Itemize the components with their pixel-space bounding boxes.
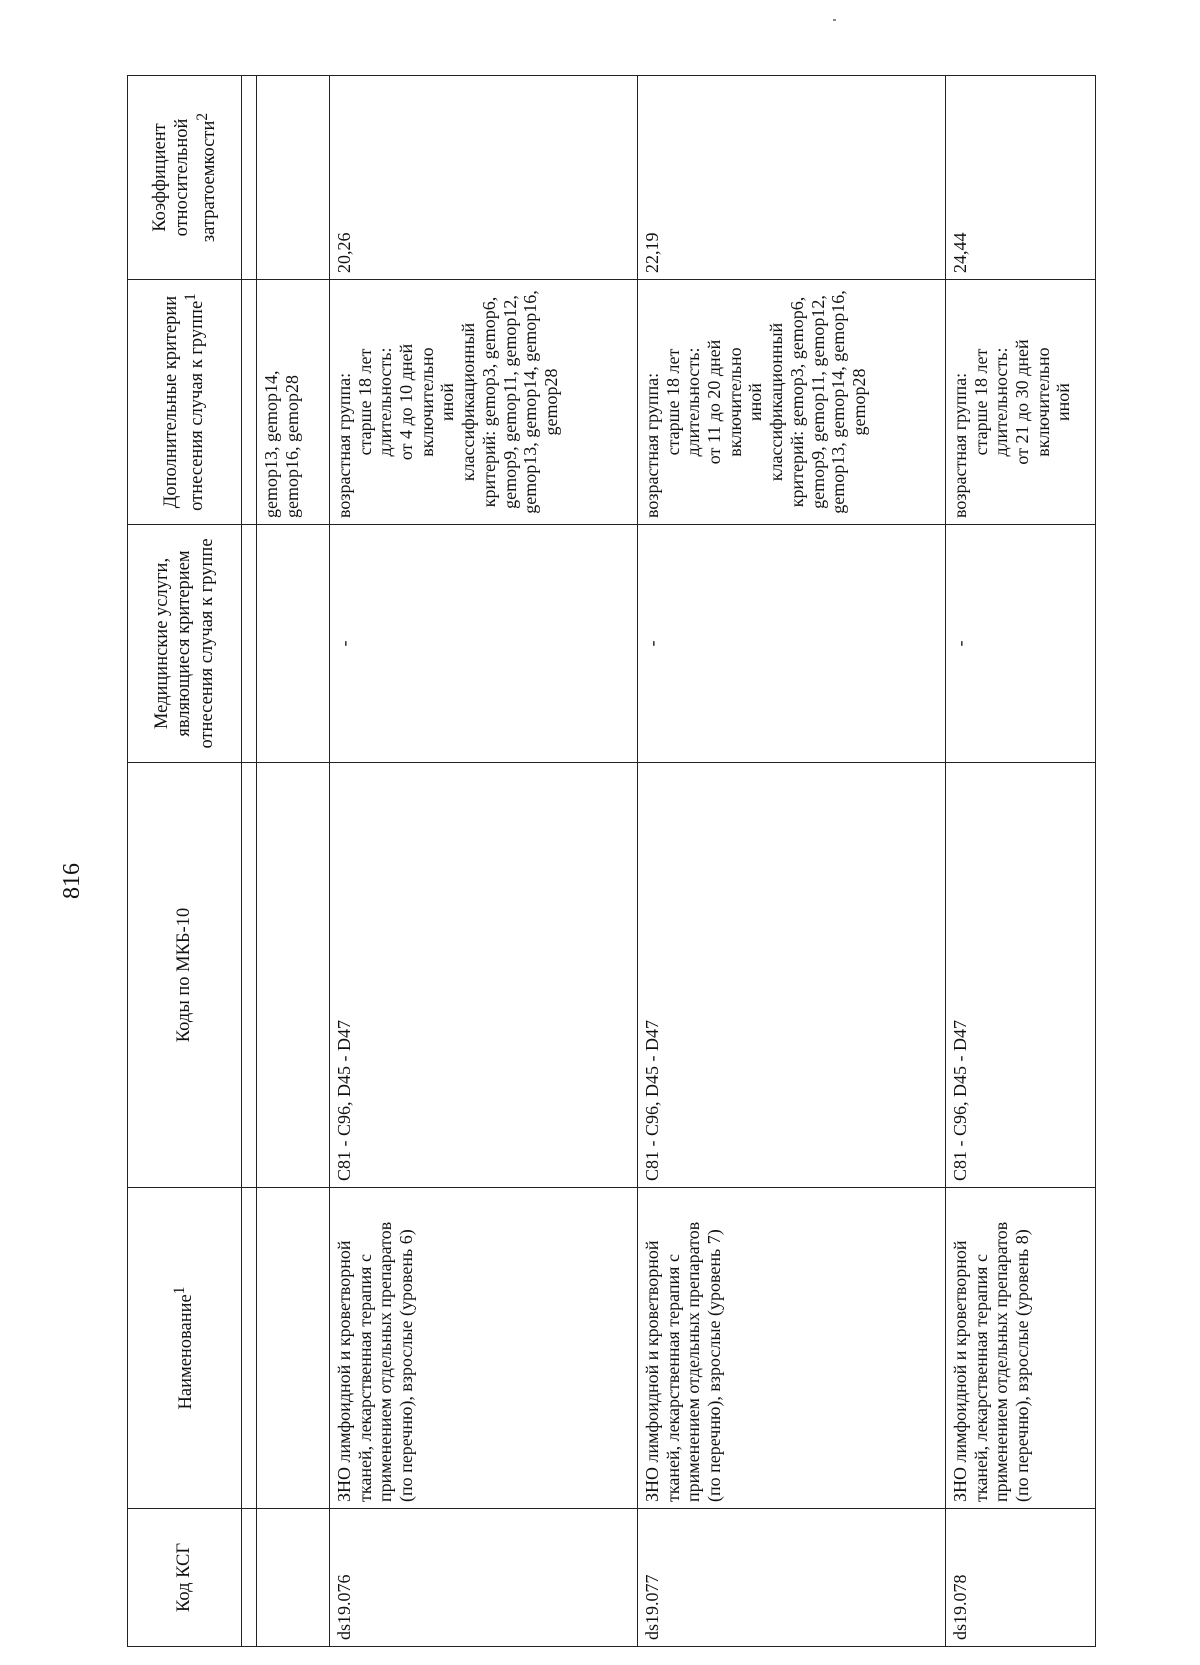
additional-criteria: возрастная группа: старше 18 лет длительность: от 4 до 10 дней включительно иной классификационный критерий: gemop3, gemop6, gemop9, gemop11, gemop12, gemop13, gemop14, gemop16, gemop28: [330, 280, 638, 525]
ksg-name: ЗНО лимфоидной и кроветворной тканей, лекарственная терапия с применением отдельных препаратов (по перечню), взрослые (уровень 7): [638, 1188, 946, 1509]
mkb-codes: C81 - C96, D45 - D47: [946, 763, 1096, 1188]
page-number: 816: [59, 863, 85, 899]
mkb-codes: C81 - C96, D45 - D47: [330, 763, 638, 1188]
medical-services: -: [638, 525, 946, 763]
table-header-row: [128, 76, 242, 1647]
table-row: [330, 76, 638, 1647]
continuation-criteria: gemop13, gemop14, gemop16, gemop28: [257, 280, 330, 525]
ksg-code: ds19.078: [946, 1509, 1096, 1647]
scan-speck: [833, 19, 836, 21]
header-criteria: Дополнительные критерии отнесения случая к группе$^1$: [128, 280, 242, 525]
coefficient-value: 20,26: [330, 76, 638, 280]
header-coefficient: Коэффициент относительной затратоемкости$^2$: [128, 76, 242, 280]
medical-services: -: [946, 525, 1096, 763]
ksg-table: [127, 75, 1096, 1647]
ksg-table-sheet: [127, 76, 1095, 1647]
header-name: Наименование$^1$: [128, 1188, 242, 1509]
header-mkb: Коды по МКБ-10: [128, 763, 242, 1188]
table-spacer-row: [242, 76, 257, 1647]
table-row-continuation: [257, 76, 330, 1647]
table-row: [638, 76, 946, 1647]
ksg-name: ЗНО лимфоидной и кроветворной тканей, лекарственная терапия с применением отдельных препаратов (по перечню), взрослые (уровень 8): [946, 1188, 1096, 1509]
header-services: Медицинские услуги, являющиеся критерием отнесения случая к группе: [128, 525, 242, 763]
coefficient-value: 22,19: [638, 76, 946, 280]
ksg-code: ds19.076: [330, 1509, 638, 1647]
ksg-code: ds19.077: [638, 1509, 946, 1647]
medical-services: -: [330, 525, 638, 763]
table-row: [946, 76, 1096, 1647]
mkb-codes: C81 - C96, D45 - D47: [638, 763, 946, 1188]
additional-criteria: возрастная группа: старше 18 лет длительность: от 11 до 20 дней включительно иной классификационный критерий: gemop3, gemop6, gemop9, gemop11, gemop12, gemop13, gemop14, gemop16, gemop28: [638, 280, 946, 525]
additional-criteria: возрастная группа: старше 18 лет длительность: от 21 до 30 дней включительно иной: [946, 280, 1096, 525]
ksg-name: ЗНО лимфоидной и кроветворной тканей, лекарственная терапия с применением отдельных препаратов (по перечню), взрослые (уровень 6): [330, 1188, 638, 1509]
coefficient-value: 24,44: [946, 76, 1096, 280]
header-code: Код КСГ: [128, 1509, 242, 1647]
